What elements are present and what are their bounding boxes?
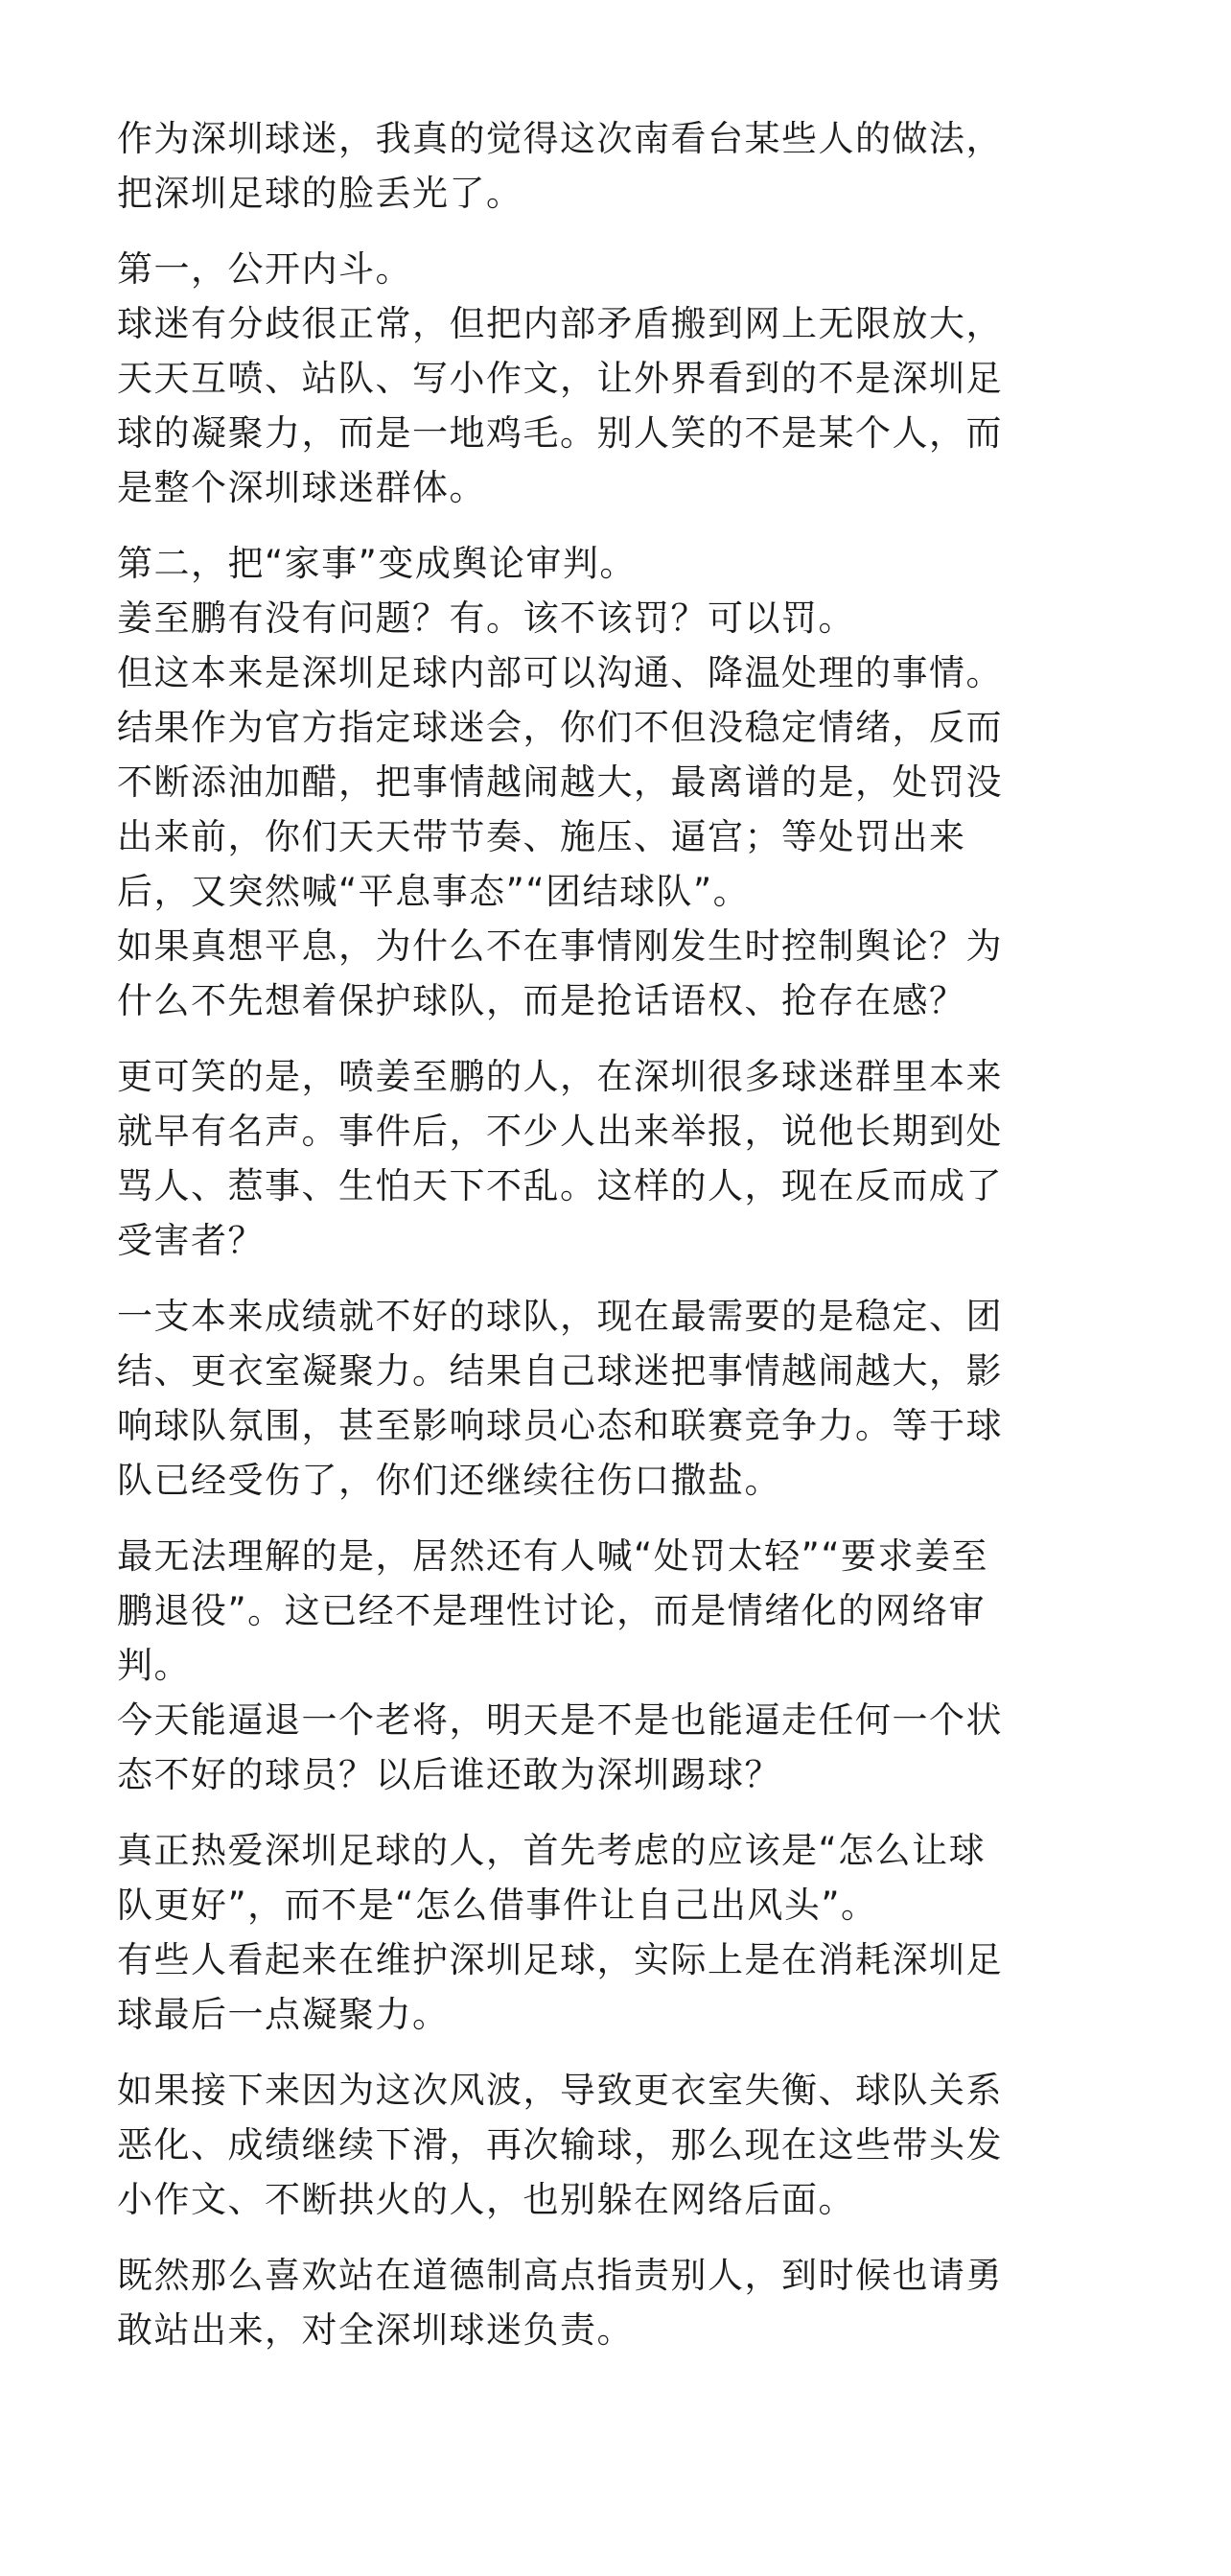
paragraph-online-trial: [117, 1529, 1133, 1802]
text-line: 就早有名声。事件后，不少人出来举报，说他长期到处: [117, 1111, 1003, 1152]
text-line: 球迷有分歧很正常，但把内部矛盾搬到网上无限放大，: [117, 303, 1003, 344]
text-line: 最无法理解的是，居然还有人喊“处罚太轻”“要求姜至: [117, 1535, 989, 1577]
text-line: 今天能逼退一个老将，明天是不是也能逼走任何一个状: [117, 1699, 1003, 1741]
text-line: 球的凝聚力，而是一地鸡毛。别人笑的不是某个人，而: [117, 412, 1003, 454]
text-line: 天天互喷、站队、写小作文，让外界看到的不是深圳足: [117, 358, 1003, 399]
text-line: 作为深圳球迷，我真的觉得这次南看台某些人的做法，: [117, 118, 1003, 159]
text-line: 受害者？: [117, 1220, 265, 1261]
text-line: 真正热爱深圳足球的人，首先考虑的应该是“怎么让球: [117, 1830, 987, 1871]
text-line: 后，又突然喊“平息事态”“团结球队”。: [117, 871, 751, 912]
paragraph-intro: [117, 111, 1133, 221]
text-line: 不断添油加醋，把事情越闹越大，最离谱的是，处罚没: [117, 761, 1003, 803]
text-line: 鹏退役”。这已经不是理性讨论，而是情绪化的网络审: [117, 1590, 987, 1631]
text-line: 把深圳足球的脸丢光了。: [117, 173, 523, 214]
text-line: 有些人看起来在维护深圳足球，实际上是在消耗深圳足: [117, 1939, 1003, 1980]
text-line: 判。: [117, 1645, 191, 1686]
text-line: 态不好的球员？以后谁还敢为深圳踢球？: [117, 1754, 781, 1795]
text-line: 是整个深圳球迷群体。: [117, 467, 486, 508]
text-line: 第二，把“家事”变成舆论审判。: [117, 543, 637, 584]
text-line: 队已经受伤了，你们还继续往伤口撒盐。: [117, 1460, 781, 1501]
text-line: 第一，公开内斗。: [117, 248, 412, 290]
text-line: 既然那么喜欢站在道德制高点指责别人，到时候也请勇: [117, 2255, 1003, 2296]
text-line: 结、更衣室凝聚力。结果自己球迷把事情越闹越大，影: [117, 1350, 1003, 1392]
text-line: 小作文、不断拱火的人，也别躲在网络后面。: [117, 2179, 855, 2220]
paragraph-point-one: [117, 242, 1133, 515]
text-line: 结果作为官方指定球迷会，你们不但没稳定情绪，反而: [117, 707, 1003, 748]
text-line: 骂人、惹事、生怕天下不乱。这样的人，现在反而成了: [117, 1165, 1003, 1206]
text-line: 球最后一点凝聚力。: [117, 1994, 450, 2035]
text-line: 一支本来成绩就不好的球队，现在最需要的是稳定、团: [117, 1296, 1003, 1337]
text-line: 敢站出来，对全深圳球迷负责。: [117, 2309, 634, 2351]
text-line: 什么不先想着保护球队，而是抢话语权、抢存在感？: [117, 980, 966, 1021]
text-line: 出来前，你们天天带节奏、施压、逼宫；等处罚出来: [117, 816, 966, 857]
text-line: 队更好”，而不是“怎么借事件让自己出风头”。: [117, 1885, 878, 1926]
paragraph-true-fans: [117, 1823, 1133, 2042]
text-line: 但这本来是深圳足球内部可以沟通、降温处理的事情。: [117, 652, 1003, 693]
paragraph-more-ridiculous: [117, 1049, 1133, 1268]
text-line: 如果接下来因为这次风波，导致更衣室失衡、球队关系: [117, 2070, 1003, 2111]
text-line: 姜至鹏有没有问题？有。该不该罚？可以罚。: [117, 597, 855, 639]
paragraph-consequences: [117, 2063, 1133, 2227]
text-line: 响球队氛围，甚至影响球员心态和联赛竞争力。等于球: [117, 1405, 1003, 1446]
paragraph-closing: [117, 2248, 1133, 2357]
paragraph-team-stability: [117, 1289, 1133, 1508]
text-line: 更可笑的是，喷姜至鹏的人，在深圳很多球迷群里本来: [117, 1056, 1003, 1097]
paragraph-point-two: [117, 536, 1133, 1028]
text-line: 恶化、成绩继续下滑，再次输球，那么现在这些带头发: [117, 2124, 1003, 2166]
text-line: 如果真想平息，为什么不在事情刚发生时控制舆论？为: [117, 925, 1003, 967]
article-body: [117, 111, 1133, 2378]
